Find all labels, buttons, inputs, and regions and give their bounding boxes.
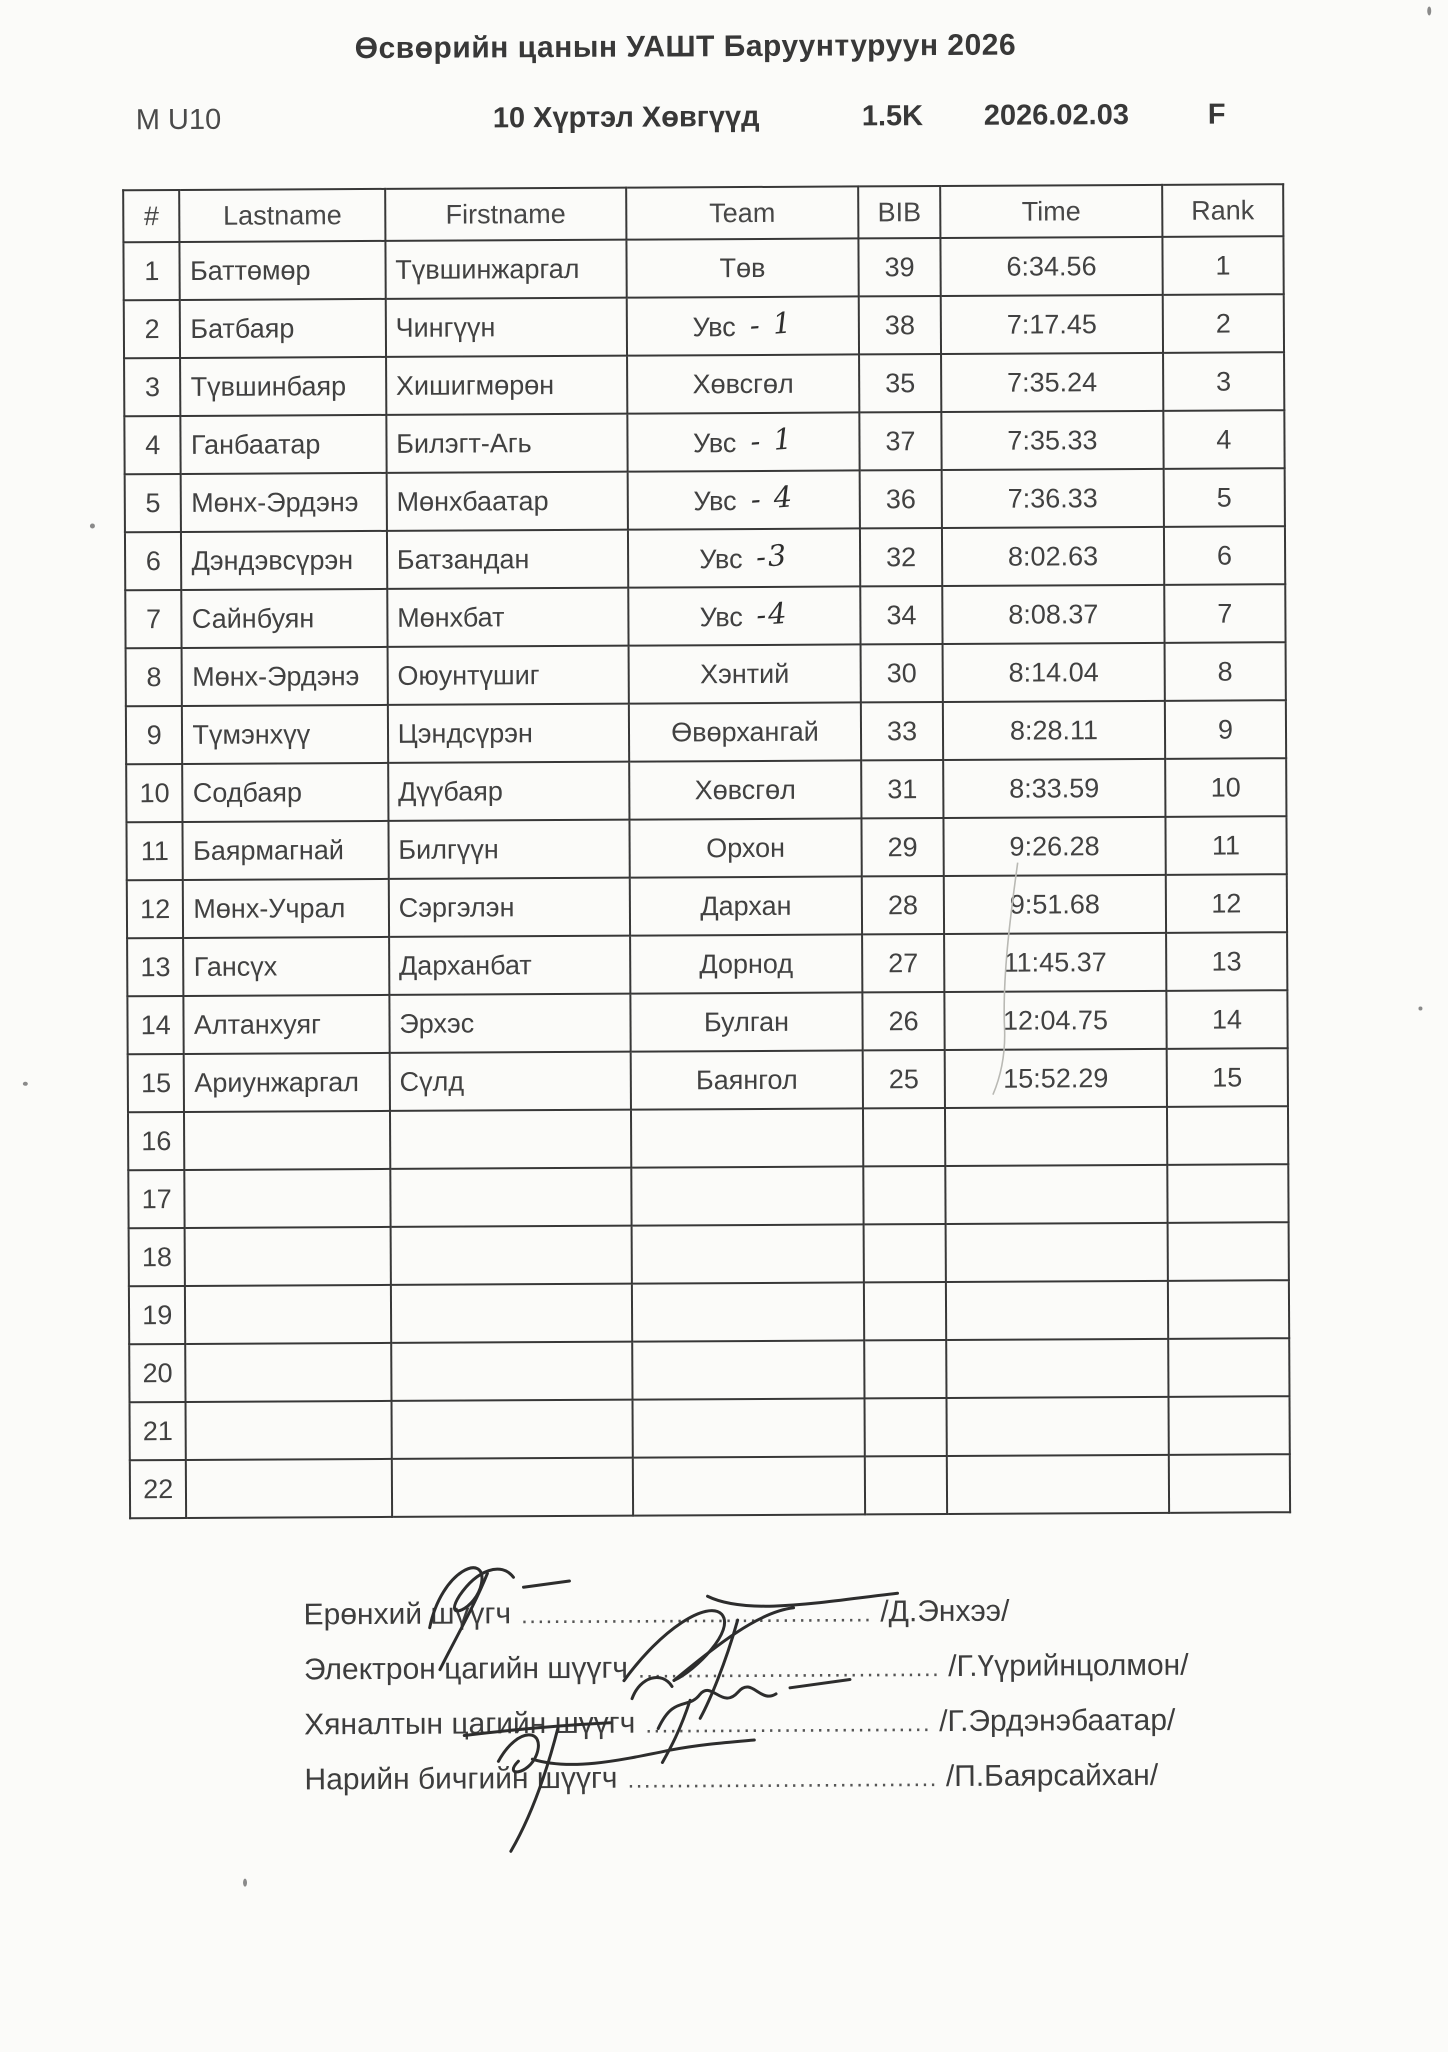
cell-first bbox=[391, 1342, 633, 1401]
cell-bib: 26 bbox=[862, 992, 944, 1050]
cell-time: 11:45.37 bbox=[944, 933, 1166, 992]
cell-no: 19 bbox=[129, 1286, 186, 1344]
cell-rank bbox=[1168, 1396, 1289, 1455]
cell-time bbox=[946, 1281, 1168, 1340]
cell-rank bbox=[1168, 1338, 1289, 1397]
dotted-leader: ........................................... bbox=[520, 1600, 873, 1630]
officials-signature-block bbox=[303, 1582, 1304, 1807]
cell-bib bbox=[863, 1108, 945, 1166]
table-row bbox=[126, 642, 1286, 706]
cell-bib: 33 bbox=[861, 702, 943, 760]
official-role-label: Ерөнхий шүүгч bbox=[303, 1597, 512, 1632]
dotted-leader: ................................... bbox=[645, 1710, 932, 1739]
cell-time: 9:26.28 bbox=[944, 817, 1166, 876]
cell-bib: 37 bbox=[859, 412, 941, 470]
cell-rank: 4 bbox=[1163, 410, 1284, 469]
table-row bbox=[124, 294, 1284, 358]
cell-no: 4 bbox=[124, 416, 181, 474]
cell-rank: 2 bbox=[1163, 294, 1284, 353]
cell-last bbox=[186, 1459, 392, 1518]
cell-last: Мөнх-Эрдэнэ bbox=[182, 647, 388, 706]
cell-last: Дэндэвсүрэн bbox=[181, 531, 387, 590]
cell-team bbox=[631, 1108, 863, 1167]
cell-rank bbox=[1167, 1106, 1288, 1165]
scan-speck bbox=[243, 1879, 247, 1887]
cell-team bbox=[633, 1456, 865, 1515]
cell-time bbox=[947, 1455, 1169, 1514]
cell-rank: 8 bbox=[1164, 642, 1285, 701]
cell-time: 6:34.56 bbox=[941, 237, 1163, 296]
cell-bib bbox=[864, 1224, 946, 1282]
cell-no: 10 bbox=[126, 764, 183, 822]
cell-rank: 1 bbox=[1162, 236, 1283, 295]
table-row bbox=[127, 874, 1287, 938]
table-row bbox=[124, 352, 1284, 416]
cell-no: 5 bbox=[125, 474, 182, 532]
cell-bib: 29 bbox=[861, 818, 943, 876]
cell-last: Мөнх-Эрдэнэ bbox=[181, 473, 387, 532]
dotted-leader: ..................................... bbox=[637, 1655, 941, 1684]
cell-last: Баярмагнай bbox=[183, 821, 389, 880]
cell-bib bbox=[863, 1166, 945, 1224]
cell-first bbox=[391, 1284, 633, 1343]
cell-first: Хишигмөрөн bbox=[386, 356, 628, 415]
cell-no: 3 bbox=[124, 358, 181, 416]
team-printed: Увс bbox=[693, 486, 737, 517]
cell-first: Мөнхбаатар bbox=[386, 472, 628, 531]
table-row bbox=[128, 1164, 1288, 1228]
cell-first: Цэндсүрэн bbox=[388, 704, 630, 763]
cell-no: 7 bbox=[125, 590, 182, 648]
team-handwritten-number: -3 bbox=[755, 537, 790, 575]
table-row bbox=[130, 1454, 1290, 1518]
cell-bib: 30 bbox=[861, 644, 943, 702]
cell-time: 7:35.33 bbox=[941, 411, 1163, 470]
cell-time: 7:17.45 bbox=[941, 295, 1163, 354]
team-handwritten-number: - 1 bbox=[748, 305, 795, 343]
cell-rank: 5 bbox=[1163, 468, 1284, 527]
cell-first: Чингүүн bbox=[385, 298, 627, 357]
team-handwritten-number: - 1 bbox=[748, 421, 795, 459]
cell-bib: 39 bbox=[858, 238, 940, 296]
column-header-rank: Rank bbox=[1162, 184, 1283, 237]
meta-category: M U10 bbox=[135, 103, 222, 137]
team-handwritten-number: - 4 bbox=[749, 479, 796, 517]
cell-last: Ариунжаргал bbox=[184, 1053, 390, 1112]
cell-last: Батбаяр bbox=[180, 299, 386, 358]
cell-rank: 7 bbox=[1164, 584, 1285, 643]
team-handwritten-number: -4 bbox=[755, 595, 791, 633]
cell-team bbox=[631, 1050, 863, 1109]
team-printed: Увс bbox=[693, 428, 737, 459]
team-printed: Увс bbox=[699, 544, 743, 575]
column-header-bib: BIB bbox=[858, 186, 940, 238]
table-row bbox=[129, 1222, 1289, 1286]
cell-bib bbox=[864, 1340, 946, 1398]
cell-bib: 32 bbox=[860, 528, 942, 586]
cell-rank: 9 bbox=[1165, 700, 1286, 759]
cell-rank: 6 bbox=[1164, 526, 1285, 585]
cell-last: Гансүх bbox=[184, 937, 390, 996]
cell-no: 1 bbox=[123, 242, 180, 300]
cell-first: Сүлд bbox=[389, 1052, 631, 1111]
cell-no: 14 bbox=[127, 996, 184, 1054]
cell-first: Эрхэс bbox=[389, 994, 631, 1053]
team-printed: Увс bbox=[699, 602, 743, 633]
cell-no: 13 bbox=[127, 938, 184, 996]
column-header-lastname: Lastname bbox=[180, 189, 386, 242]
cell-no: 6 bbox=[125, 532, 182, 590]
table-row bbox=[129, 1338, 1289, 1402]
cell-last bbox=[186, 1343, 392, 1402]
cell-rank: 3 bbox=[1163, 352, 1284, 411]
cell-first bbox=[391, 1400, 633, 1459]
meta-date: 2026.02.03 bbox=[983, 99, 1130, 132]
cell-time: 7:35.24 bbox=[941, 353, 1163, 412]
cell-no: 17 bbox=[128, 1170, 185, 1228]
cell-time: 7:36.33 bbox=[942, 469, 1164, 528]
cell-time: 8:14.04 bbox=[943, 643, 1165, 702]
cell-rank: 15 bbox=[1166, 1048, 1287, 1107]
cell-first bbox=[392, 1458, 634, 1517]
cell-rank: 14 bbox=[1166, 990, 1287, 1049]
cell-bib: 28 bbox=[862, 876, 944, 934]
table-row bbox=[126, 700, 1286, 764]
table-row bbox=[124, 410, 1284, 474]
cell-rank: 10 bbox=[1165, 758, 1286, 817]
cell-time: 12:04.75 bbox=[944, 991, 1166, 1050]
team-printed: Орхон bbox=[706, 832, 786, 863]
cell-team bbox=[632, 1282, 864, 1341]
cell-no: 22 bbox=[130, 1460, 187, 1518]
dotted-leader: ...................................... bbox=[627, 1765, 938, 1794]
official-name: /Г.Үүрийнцолмон/ bbox=[948, 1648, 1189, 1683]
cell-team bbox=[626, 238, 858, 297]
cell-last: Баттөмөр bbox=[180, 241, 386, 300]
cell-team bbox=[630, 876, 862, 935]
table-row bbox=[125, 526, 1285, 590]
official-line bbox=[304, 1637, 1304, 1697]
official-line bbox=[304, 1747, 1304, 1807]
meta-event-name: 10 Хүртэл Хөвгүүд bbox=[492, 100, 760, 135]
table-row bbox=[125, 584, 1285, 648]
scan-speck bbox=[1427, 6, 1431, 15]
cell-team bbox=[632, 1224, 864, 1283]
cell-team bbox=[630, 934, 862, 993]
team-printed: Өвөрхангай bbox=[671, 716, 819, 747]
results-table bbox=[122, 183, 1291, 1519]
cell-first: Билэгт-Агь bbox=[386, 414, 628, 473]
cell-first: Билгүүн bbox=[388, 820, 630, 879]
cell-team bbox=[627, 296, 859, 355]
cell-rank bbox=[1169, 1454, 1290, 1513]
meta-distance: 1.5K bbox=[861, 100, 924, 133]
cell-first bbox=[390, 1168, 632, 1227]
official-role-label: Электрон цагийн шүүгч bbox=[303, 1651, 629, 1687]
cell-no: 11 bbox=[126, 822, 183, 880]
cell-last: Алтанхуяг bbox=[184, 995, 390, 1054]
table-row bbox=[130, 1396, 1290, 1460]
cell-first: Батзандан bbox=[387, 530, 629, 589]
cell-team bbox=[627, 412, 859, 471]
table-row bbox=[128, 1048, 1288, 1112]
official-line bbox=[304, 1692, 1304, 1752]
cell-time: 9:51.68 bbox=[944, 875, 1166, 934]
cell-team bbox=[627, 354, 859, 413]
cell-no: 18 bbox=[129, 1228, 186, 1286]
cell-last: Түмэнхүү bbox=[182, 705, 388, 764]
cell-time bbox=[945, 1165, 1167, 1224]
cell-no: 21 bbox=[130, 1402, 187, 1460]
cell-time: 8:02.63 bbox=[942, 527, 1164, 586]
cell-last: Түвшинбаяр bbox=[180, 357, 386, 416]
official-role-label: Нарийн бичгийн шүүгч bbox=[304, 1761, 618, 1797]
cell-team bbox=[628, 470, 860, 529]
cell-time bbox=[945, 1107, 1167, 1166]
team-printed: Дархан bbox=[700, 890, 792, 921]
column-header-time: Time bbox=[940, 185, 1162, 238]
cell-first: Сэргэлэн bbox=[389, 878, 631, 937]
cell-bib bbox=[864, 1282, 946, 1340]
cell-last: Мөнх-Учрал bbox=[183, 879, 389, 938]
table-row bbox=[127, 932, 1287, 996]
cell-rank: 11 bbox=[1165, 816, 1286, 875]
cell-no: 8 bbox=[126, 648, 183, 706]
official-role-label: Хяналтын цагийн шүүгч bbox=[304, 1706, 636, 1742]
cell-no: 20 bbox=[129, 1344, 186, 1402]
team-printed: Булган bbox=[703, 1006, 790, 1037]
cell-bib: 38 bbox=[859, 296, 941, 354]
cell-no: 12 bbox=[127, 880, 184, 938]
page-title: Өсвөрийн цанын УАШТ Баруунтуруун 2026 bbox=[354, 28, 1017, 66]
cell-no: 16 bbox=[128, 1112, 185, 1170]
cell-no: 2 bbox=[124, 300, 181, 358]
cell-bib: 31 bbox=[861, 760, 943, 818]
cell-bib: 25 bbox=[863, 1050, 945, 1108]
team-printed: Баянгол bbox=[695, 1064, 798, 1095]
cell-last bbox=[185, 1285, 391, 1344]
cell-time: 8:28.11 bbox=[943, 701, 1165, 760]
cell-team bbox=[632, 1340, 864, 1399]
cell-bib: 34 bbox=[860, 586, 942, 644]
cell-last bbox=[185, 1227, 391, 1286]
cell-bib bbox=[864, 1398, 946, 1456]
cell-team bbox=[628, 528, 860, 587]
team-printed: Дорнод bbox=[699, 948, 794, 979]
official-name: /Г.Эрдэнэбаатар/ bbox=[939, 1703, 1176, 1739]
cell-time bbox=[947, 1397, 1169, 1456]
cell-last: Ганбаатар bbox=[181, 415, 387, 474]
cell-last: Содбаяр bbox=[183, 763, 389, 822]
cell-team bbox=[629, 760, 861, 819]
column-header-firstname: Firstname bbox=[385, 188, 627, 241]
cell-rank: 12 bbox=[1166, 874, 1287, 933]
cell-time: 8:08.37 bbox=[942, 585, 1164, 644]
cell-first: Түвшинжаргал bbox=[385, 240, 627, 299]
cell-rank bbox=[1167, 1164, 1288, 1223]
cell-first: Мөнхбат bbox=[387, 588, 629, 647]
cell-team bbox=[629, 818, 861, 877]
table-header-row bbox=[123, 184, 1283, 242]
table-row bbox=[126, 816, 1286, 880]
cell-time bbox=[946, 1339, 1168, 1398]
team-printed: Увс bbox=[692, 312, 736, 343]
cell-time: 8:33.59 bbox=[943, 759, 1165, 818]
scan-speck bbox=[90, 523, 95, 528]
scan-speck bbox=[1418, 1006, 1422, 1010]
column-header-no: # bbox=[123, 190, 180, 242]
cell-team bbox=[630, 992, 862, 1051]
cell-team bbox=[629, 644, 861, 703]
meta-technique: F bbox=[1207, 98, 1226, 131]
table-row bbox=[123, 236, 1283, 300]
cell-time bbox=[946, 1223, 1168, 1282]
cell-rank: 13 bbox=[1166, 932, 1287, 991]
cell-first: Дүүбаяр bbox=[388, 762, 630, 821]
cell-no: 15 bbox=[128, 1054, 185, 1112]
table-row bbox=[129, 1280, 1289, 1344]
cell-bib: 36 bbox=[860, 470, 942, 528]
cell-bib: 27 bbox=[862, 934, 944, 992]
table-row bbox=[127, 990, 1287, 1054]
cell-team bbox=[629, 702, 861, 761]
race-meta-row bbox=[0, 97, 1444, 145]
cell-last bbox=[185, 1169, 391, 1228]
cell-bib bbox=[865, 1456, 947, 1514]
scan-speck bbox=[23, 1082, 28, 1086]
team-printed: Хэнтий bbox=[699, 658, 790, 689]
cell-team bbox=[628, 586, 860, 645]
official-line bbox=[303, 1582, 1303, 1642]
cell-time: 15:52.29 bbox=[945, 1049, 1167, 1108]
cell-first bbox=[390, 1110, 632, 1169]
team-printed: Хөвсгөл bbox=[694, 774, 796, 805]
cell-first bbox=[390, 1226, 632, 1285]
cell-last bbox=[184, 1111, 390, 1170]
table-row bbox=[126, 758, 1286, 822]
cell-rank bbox=[1167, 1222, 1288, 1281]
table-row bbox=[125, 468, 1285, 532]
cell-last: Сайнбуян bbox=[182, 589, 388, 648]
cell-team bbox=[631, 1166, 863, 1225]
official-name: /Д.Энхээ/ bbox=[880, 1594, 1010, 1629]
cell-bib: 35 bbox=[859, 354, 941, 412]
cell-first: Дарханбат bbox=[389, 936, 631, 995]
official-name: /П.Баярсайхан/ bbox=[945, 1758, 1159, 1794]
table-row bbox=[128, 1106, 1288, 1170]
cell-rank bbox=[1168, 1280, 1289, 1339]
column-header-team: Team bbox=[626, 186, 858, 239]
cell-first: Оюунтүшиг bbox=[387, 646, 629, 705]
team-printed: Төв bbox=[719, 252, 766, 283]
cell-last bbox=[186, 1401, 392, 1460]
cell-no: 9 bbox=[126, 706, 183, 764]
cell-team bbox=[632, 1398, 864, 1457]
team-printed: Хөвсгөл bbox=[692, 368, 794, 399]
